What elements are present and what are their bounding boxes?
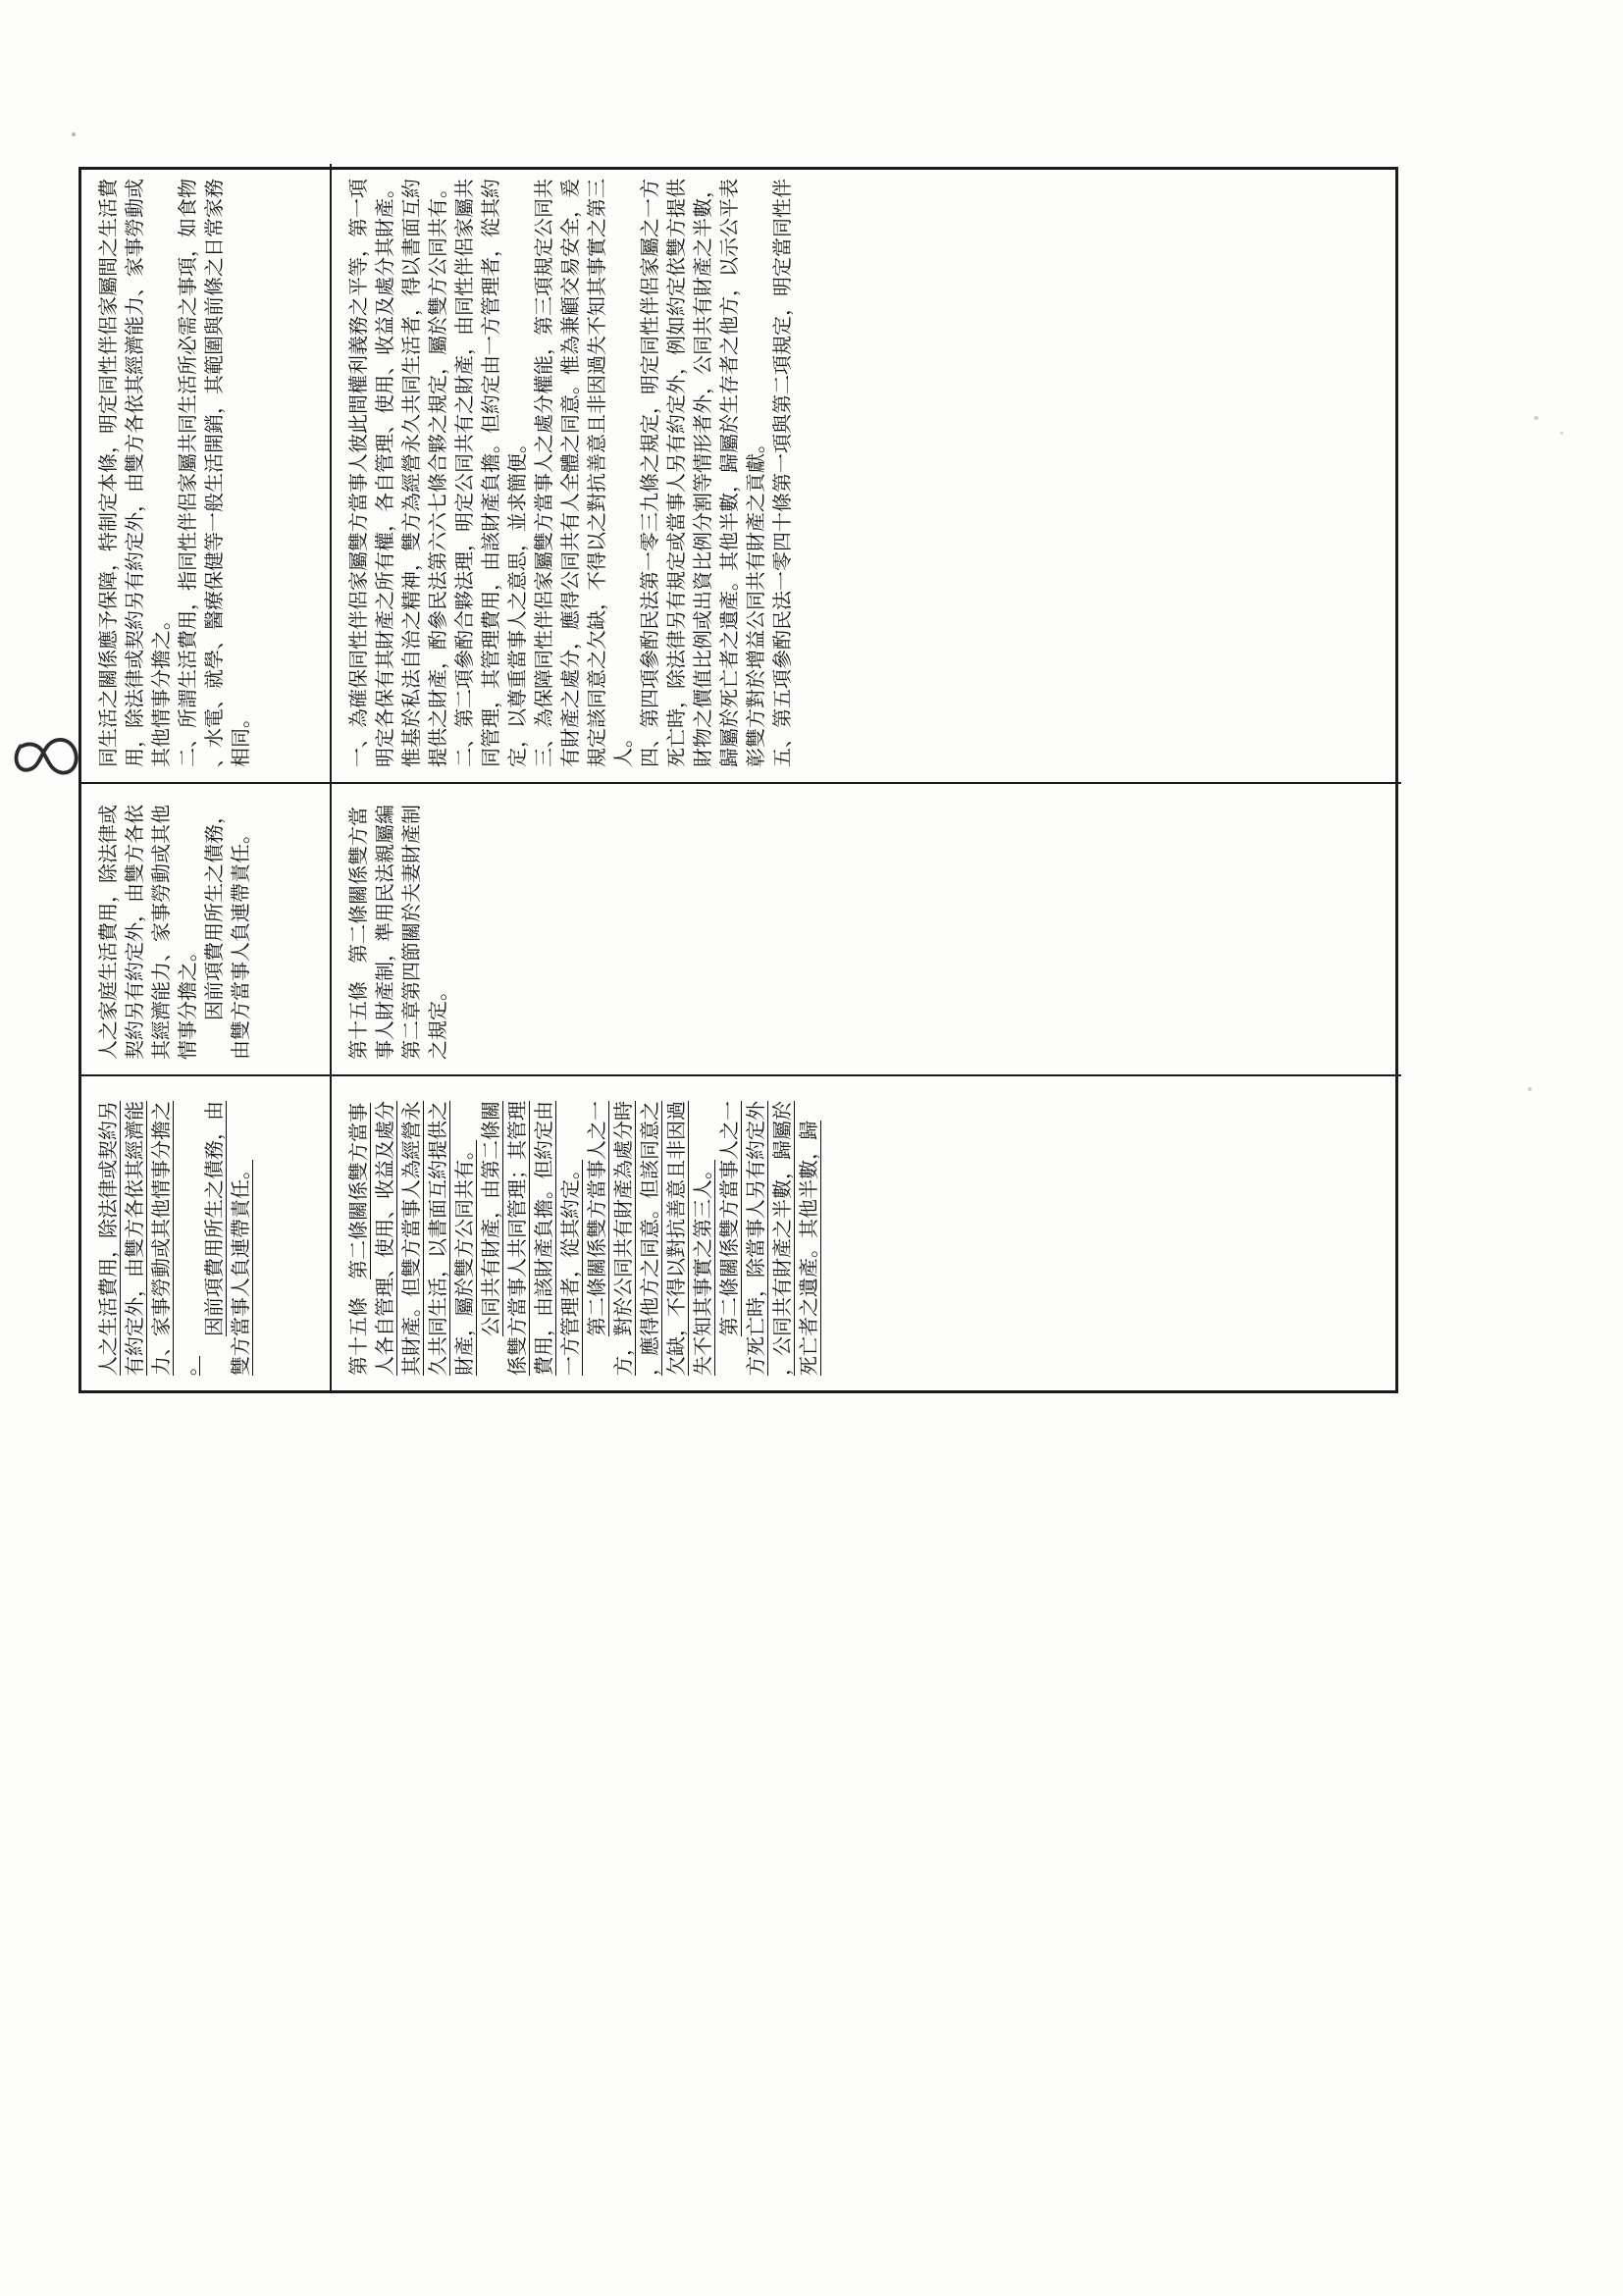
explanation-item: 五、第五項參酌民法一零四十條第一項與第二項規定，明定當同性伴: [770, 179, 794, 767]
draft-article-paragraph: [345, 1091, 478, 1376]
article-number: 第十五條: [346, 981, 370, 1060]
draft-continuation-paragraph: 因前項費用所生之債務，由雙方當事人負連帶責任。: [202, 1101, 252, 1376]
scan-speck: [72, 132, 76, 136]
explanation-item: 一、為確保同性伴侶家屬雙方當事人彼此間權利義務之平等，第一項明定各保有其財產之所有權，各自管理、使用、收益及處分其財產。惟基於私法自治之精神，雙方為經營永久共同生活者，得以書面互約提供之財產，酌參民法第六六七條合夥之規定，屬於雙方公同共有。: [346, 179, 449, 767]
cell-current-article-continuation: [81, 782, 332, 1074]
current-article-paragraph: [345, 799, 451, 1060]
draft-article-paragraph: 第二條關係雙方當事人之一方，對於公同共有財產為處分時，應得他方之同意。但該同意之欠缺，不得以對抗善意且非因過失不知其事實之第三人。: [585, 1101, 714, 1376]
comparison-table: [79, 167, 1398, 1393]
cell-current-article-15: [332, 782, 1401, 1074]
explanation-continuation-paragraph: 同生活之關係應予保障，特制定本條，明定同性伴侶家屬間之生活費用，除法律或契約另有約定外，由雙方各依其經濟能力、家事勞動或其他情事分擔之。: [96, 179, 173, 767]
current-continuation-paragraph: 人之家庭生活費用，除法律或契約另有約定外，由雙方各依其經濟能力、家事勞動或其他情事分擔之。: [96, 805, 199, 1060]
scan-speck: [1560, 432, 1563, 435]
cell-explanation-continuation: [81, 164, 332, 782]
explanation-item: 二、第二項參酌合夥法理，明定公同共有之財產，由同性伴侶家屬共同管理，其管理費用，由該財產負擔。但約定由一方管理者，從其約定，以尊重當事人之意思，並求簡便。: [452, 179, 529, 767]
draft-article-text: 第二條關係雙方當事人各自管理、使用、收益及處分其財產。但雙方當事人為經營永久共同生活，以書面互約提供之財產，屬於雙方公同共有。: [346, 1101, 476, 1376]
scan-speck: [1534, 416, 1539, 420]
draft-article-paragraph: 第二條關係雙方當事人之一方死亡時，除當事人另有約定外，公同共有財產之半數，歸屬於死亡者之遺產。其他半數，歸: [717, 1101, 820, 1376]
current-continuation-paragraph: 因前項費用所生之債務，由雙方當事人負連帶責任。: [202, 805, 252, 1060]
current-article-text: 第二條關係雙方當事人財產制，準用民法親屬編第二章第四節關於夫妻財產制之規定。: [346, 805, 449, 1060]
explanation-item: 四、第四項參酌民法第一零三九條之規定，明定同性伴侶家屬之一方死亡時，除法律另有規定或當事人另有約定外，例如約定依雙方提供財物之價值比例或出資比例分割等情形者外，公同共有財產之半數，歸屬於死亡者之遺產。其他半數，歸屬於生存者之他方，以示公平表彰雙方對於增益公同共有財產之貢獻。: [638, 179, 767, 767]
cell-draft-article-15: [332, 1074, 1401, 1390]
cell-draft-article-continuation: [81, 1074, 332, 1390]
explanation-item: 三、為保障同性伴侶家屬雙方當事人之處分權能，第三項規定公同共有財產之處分，應得公同共有人全體之同意。惟為兼顧交易安全，爰規定該同意之欠缺，不得以之對抗善意且非因過失不知其事實之第三人。: [532, 179, 635, 767]
cell-explanation-15: [332, 164, 1401, 782]
explanation-item: 二、所謂生活費用，指同性伴侶家屬共同生活所必需之事項，如食物、水電、就學、醫療保健等一般生活開銷，其範圍與前條之日常家務相同。: [176, 179, 252, 767]
draft-continuation-paragraph: 人之生活費用，除法律或契約另有約定外，由雙方各依其經濟能力、家事勞動或其他情事分擔之。: [96, 1101, 199, 1376]
draft-article-paragraph: 公同共有財產，由第二條關係雙方當事人共同管理；其管理費用，由該財產負擔。但約定由一方管理者，從其約定。: [479, 1101, 582, 1376]
article-number: 第十五條: [346, 1297, 370, 1376]
scan-speck: [1528, 1087, 1532, 1091]
handwritten-page-number: [10, 728, 86, 785]
